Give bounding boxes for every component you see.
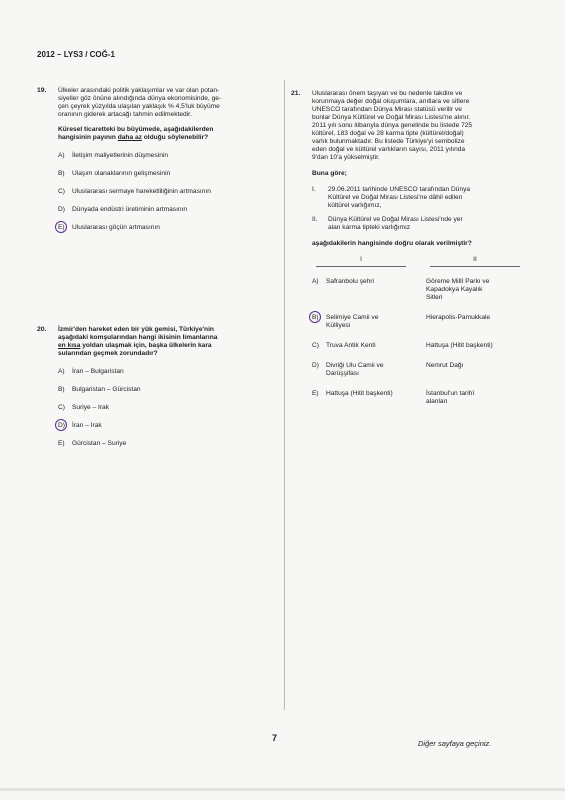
- scan-artifact-line: [0, 788, 565, 791]
- question-stem: İzmir'den hareket eden bir yük gemisi, Türkiye'nin aşağıdaki komşularından hangi ikisinin limanlarına en kısa yoldan ulaşmak için, başka ülkelerin kara sularından geçmek zorundadır?: [58, 326, 218, 357]
- option-c[interactable]: C) Uluslararası sermaye hareketliliğinin artmasının: [58, 187, 211, 195]
- option-d[interactable]: D) Divriği Ulu Camii ve Darüşşifası Nemrut Dağı: [312, 362, 464, 377]
- option-e[interactable]: E) Gürcistan – Suriye: [58, 439, 127, 447]
- option-b-circled[interactable]: B) Selimiye Camii ve Külliyesi Hierapolis-Pamukkale: [312, 314, 491, 329]
- emphasis-underlined: en kısa: [58, 342, 81, 349]
- option-d-circled[interactable]: D) İran – Irak: [58, 421, 102, 429]
- option-b[interactable]: B) Ulaşım olanaklarının gelişmesinin: [58, 169, 171, 177]
- question-number: 19.: [37, 87, 47, 94]
- option-a[interactable]: A) İran – Bulgaristan: [58, 367, 124, 375]
- answer-table: [312, 278, 532, 406]
- answer-circle-mark: E): [58, 224, 72, 232]
- column-divider: [284, 80, 285, 710]
- column-header-ii: II: [430, 256, 520, 267]
- page-header: 2012 – LYS3 / COĞ-1: [37, 50, 115, 59]
- question-text: Ülkeler arasındaki politik yaklaşımlar ve var olan potan- siyeller göz önüne alındığında dünya ekonomisinde, ge- çen çeyrek yüzyılda ulaşılan yaklaşık % 4,5'luk büyüme oranının giderek artacağı tahmin edilmektedir.: [58, 87, 222, 118]
- question-number: 21.: [291, 90, 301, 97]
- statement-i: I. 29.06.2011 tarihinde UNESCO tarafından Dünya Kültürel ve Doğal Mirası Listesi'ne dâhil edilen kültürel varlığımız,: [312, 186, 471, 209]
- question-text: Uluslararası önem taşıyan ve bu nedenle takdire ve korunmaya değer doğal oluşumlara, anıtlara ve sitlere UNESCO tarafından Dünya Mirası statüsü verilir ve bunlar Dünya Kültürel ve Doğal Mirası Listesi'ne alınır. 2011 yılı sonu itibarıyla dünya genelinde bu listede 725 kültürel, 183 doğal ve 28 karma tipte (kültürel/doğal) varlık bulunmaktadır. Bu listede Türkiye'yi sembolize eden doğal ve kültürel varlıkların sayısı, 2011 yılında 9'dan 10'a yükselmiştir.: [312, 90, 473, 161]
- option-c[interactable]: C) Truva Antik Kenti Hattuşa (Hitit başkenti): [312, 342, 493, 349]
- page-number: 7: [272, 733, 278, 743]
- statement-ii: II. Dünya Kültürel ve Doğal Mirası Listesi'nde yer alan karma tipteki varlığımız: [312, 216, 463, 231]
- option-d[interactable]: D) Dünyada endüstri üretiminin artmasının: [58, 205, 188, 213]
- option-b[interactable]: B) Bulgaristan – Gürcistan: [58, 385, 141, 393]
- question-stem: aşağıdakilerin hangisinde doğru olarak verilmiştir?: [312, 240, 472, 247]
- question-19: [37, 87, 278, 240]
- statement-list: [312, 186, 532, 232]
- column-header-i: I: [316, 256, 406, 267]
- answer-circle-mark: D): [58, 422, 72, 430]
- option-e[interactable]: E) Hattuşa (Hitit başkenti) İstanbul'un tarihî alanları: [312, 390, 475, 405]
- question-21: [291, 90, 532, 418]
- question-stem: Küresel ticaretteki bu büyümede, aşağıdakilerden hangisinin payının daha az olduğu söylenebilir?: [58, 126, 214, 141]
- buna-gore-label: Buna göre;: [312, 170, 347, 177]
- option-c[interactable]: C) Suriye – Irak: [58, 403, 110, 411]
- table-column-headers: [312, 256, 532, 268]
- option-a[interactable]: A) İletişim maliyetlerinin düşmesinin: [58, 151, 169, 159]
- answer-circle-mark: B): [312, 314, 326, 330]
- answer-options: [58, 366, 278, 449]
- next-page-note: Diğer sayfaya geçiniz.: [418, 739, 492, 748]
- option-a[interactable]: A) Safranbolu şehri Göreme Millî Parkı ve Kapadokya Kayalık Sitleri: [312, 278, 490, 301]
- question-20: [37, 326, 278, 456]
- option-e-circled[interactable]: E) Uluslararası göçün artmasının: [58, 223, 160, 231]
- question-number: 20.: [37, 326, 47, 333]
- answer-options: [58, 150, 278, 233]
- emphasis-underlined: daha az: [117, 134, 142, 141]
